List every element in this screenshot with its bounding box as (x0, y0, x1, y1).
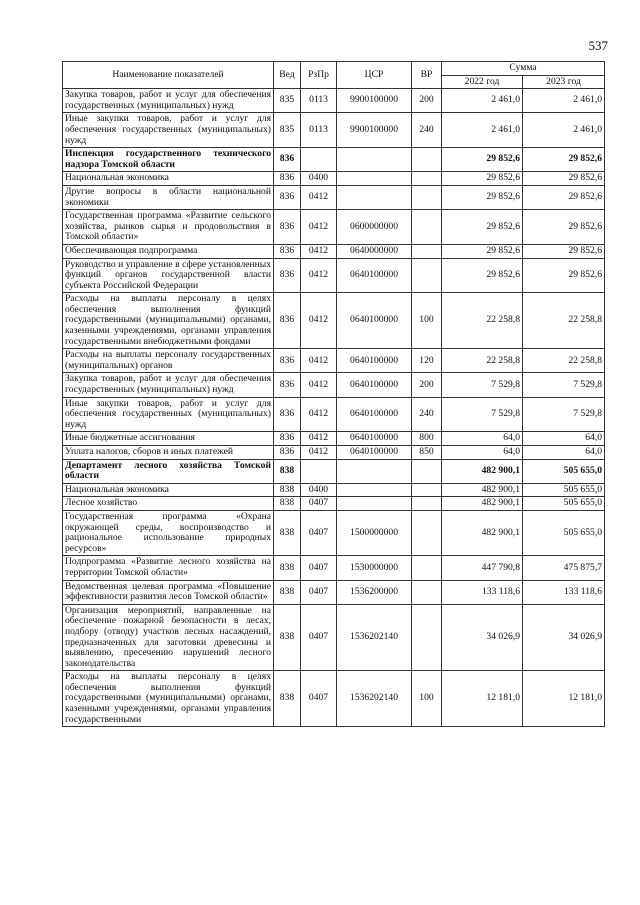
row-ved: 836 (274, 185, 301, 209)
row-name: Лесное хозяйство (63, 497, 274, 511)
row-vr (412, 148, 442, 172)
row-name: Расходы на выплаты персоналу в целях обеспечения выполнения функций государственными (муниципальными) органами, казенными учреждениями, органами управления государственными (63, 671, 274, 727)
row-amount-2022: 2 461,0 (442, 89, 523, 113)
row-rzpr: 0412 (301, 244, 337, 258)
table-row (63, 497, 605, 511)
table-row (63, 604, 605, 671)
row-vr (412, 210, 442, 245)
row-csr: 1500000000 (337, 510, 412, 555)
row-rzpr: 0407 (301, 497, 337, 511)
row-csr: 9900100000 (337, 89, 412, 113)
row-amount-2023: 29 852,6 (523, 185, 605, 209)
table-row (63, 349, 605, 373)
row-amount-2022: 12 181,0 (442, 671, 523, 727)
table-body (63, 89, 605, 727)
row-amount-2023: 133 118,6 (523, 580, 605, 604)
row-name: Расходы на выплаты персоналу государственных (муниципальных) органов (63, 349, 274, 373)
row-rzpr: 0407 (301, 671, 337, 727)
row-name: Инспекция государственного технического надзора Томской области (63, 148, 274, 172)
table-row (63, 556, 605, 580)
row-amount-2023: 505 655,0 (523, 459, 605, 483)
header-year-2023: 2023 год (523, 75, 605, 89)
row-amount-2023: 505 655,0 (523, 483, 605, 497)
row-name: Руководство и управление в сфере установленных функций органов государственной власти субъекта Российской Федерации (63, 258, 274, 293)
row-name: Государственная программа «Охрана окружающей среды, воспроизводство и рациональное использование природных ресурсов» (63, 510, 274, 555)
row-rzpr: 0113 (301, 113, 337, 148)
row-name: Иные закупки товаров, работ и услуг для обеспечения государственных (муниципальных) нужд (63, 397, 274, 432)
row-amount-2023: 29 852,6 (523, 210, 605, 245)
row-amount-2022: 7 529,8 (442, 373, 523, 397)
row-csr (337, 459, 412, 483)
row-rzpr: 0113 (301, 89, 337, 113)
row-csr: 0640100000 (337, 397, 412, 432)
row-ved: 836 (274, 258, 301, 293)
row-amount-2023: 12 181,0 (523, 671, 605, 727)
row-vr: 200 (412, 89, 442, 113)
row-vr: 100 (412, 671, 442, 727)
header-year-2022: 2022 год (442, 75, 523, 89)
row-name: Ведомственная целевая программа «Повышение эффективности развития лесов Томской области» (63, 580, 274, 604)
row-rzpr (301, 459, 337, 483)
table-row (63, 185, 605, 209)
row-csr: 0640100000 (337, 446, 412, 460)
header-name: Наименование показателей (63, 62, 274, 89)
row-ved: 836 (274, 397, 301, 432)
row-ved: 838 (274, 604, 301, 671)
table-row (63, 432, 605, 446)
row-ved: 838 (274, 556, 301, 580)
row-rzpr: 0400 (301, 483, 337, 497)
row-rzpr: 0412 (301, 210, 337, 245)
row-vr (412, 510, 442, 555)
row-rzpr: 0412 (301, 373, 337, 397)
row-vr: 100 (412, 293, 442, 349)
row-amount-2023: 2 461,0 (523, 113, 605, 148)
row-rzpr: 0407 (301, 580, 337, 604)
row-vr: 240 (412, 397, 442, 432)
row-amount-2023: 64,0 (523, 446, 605, 460)
row-amount-2023: 22 258,8 (523, 293, 605, 349)
row-ved: 836 (274, 244, 301, 258)
row-csr (337, 148, 412, 172)
table-row (63, 113, 605, 148)
row-ved: 836 (274, 210, 301, 245)
row-amount-2022: 29 852,6 (442, 148, 523, 172)
row-csr: 0640100000 (337, 373, 412, 397)
row-csr: 9900100000 (337, 113, 412, 148)
row-amount-2023: 505 655,0 (523, 510, 605, 555)
row-vr: 240 (412, 113, 442, 148)
row-csr (337, 497, 412, 511)
row-amount-2023: 34 026,9 (523, 604, 605, 671)
row-rzpr: 0412 (301, 258, 337, 293)
row-amount-2022: 34 026,9 (442, 604, 523, 671)
table-row (63, 258, 605, 293)
row-ved: 836 (274, 148, 301, 172)
row-vr (412, 172, 442, 186)
row-ved: 836 (274, 446, 301, 460)
row-amount-2022: 29 852,6 (442, 258, 523, 293)
row-rzpr: 0407 (301, 604, 337, 671)
row-amount-2023: 7 529,8 (523, 397, 605, 432)
row-amount-2022: 482 900,1 (442, 510, 523, 555)
row-vr (412, 580, 442, 604)
row-name: Национальная экономика (63, 483, 274, 497)
row-name: Закупка товаров, работ и услуг для обеспечения государственных (муниципальных) нужд (63, 89, 274, 113)
row-vr (412, 497, 442, 511)
row-amount-2022: 64,0 (442, 446, 523, 460)
header-csr: ЦСР (337, 62, 412, 89)
row-name: Обеспечивающая подпрограмма (63, 244, 274, 258)
row-csr: 0640100000 (337, 432, 412, 446)
table-row (63, 244, 605, 258)
row-csr: 0640000000 (337, 244, 412, 258)
row-amount-2022: 447 790,8 (442, 556, 523, 580)
row-ved: 838 (274, 510, 301, 555)
row-name: Подпрограмма «Развитие лесного хозяйства на территории Томской области» (63, 556, 274, 580)
row-vr: 200 (412, 373, 442, 397)
table-header (63, 62, 605, 89)
row-rzpr: 0412 (301, 397, 337, 432)
row-amount-2023: 22 258,8 (523, 349, 605, 373)
row-csr (337, 483, 412, 497)
row-rzpr: 0412 (301, 349, 337, 373)
row-name: Государственная программа «Развитие сельского хозяйства, рынков сырья и продовольствия в Томской области» (63, 210, 274, 245)
row-amount-2022: 482 900,1 (442, 497, 523, 511)
row-vr (412, 483, 442, 497)
row-amount-2022: 2 461,0 (442, 113, 523, 148)
row-csr: 1530000000 (337, 556, 412, 580)
row-rzpr: 0412 (301, 432, 337, 446)
row-name: Другие вопросы в области национальной экономики (63, 185, 274, 209)
row-ved: 836 (274, 373, 301, 397)
row-rzpr: 0407 (301, 556, 337, 580)
budget-table (62, 61, 605, 727)
header-sum: Сумма (442, 62, 605, 76)
table-row (63, 671, 605, 727)
row-vr (412, 459, 442, 483)
row-amount-2023: 7 529,8 (523, 373, 605, 397)
row-ved: 838 (274, 580, 301, 604)
row-amount-2023: 29 852,6 (523, 244, 605, 258)
row-amount-2023: 2 461,0 (523, 89, 605, 113)
row-amount-2023: 64,0 (523, 432, 605, 446)
row-ved: 838 (274, 459, 301, 483)
row-amount-2022: 22 258,8 (442, 349, 523, 373)
row-ved: 838 (274, 671, 301, 727)
table-row (63, 446, 605, 460)
table-row (63, 148, 605, 172)
row-amount-2023: 475 875,7 (523, 556, 605, 580)
row-ved: 836 (274, 172, 301, 186)
table-row (63, 89, 605, 113)
table-row (63, 293, 605, 349)
row-csr: 0640100000 (337, 349, 412, 373)
table-row (63, 459, 605, 483)
row-rzpr: 0407 (301, 510, 337, 555)
table-row (63, 580, 605, 604)
row-name: Иные бюджетные ассигнования (63, 432, 274, 446)
row-rzpr: 0412 (301, 293, 337, 349)
row-csr: 1536202140 (337, 604, 412, 671)
row-csr: 1536202140 (337, 671, 412, 727)
row-amount-2022: 29 852,6 (442, 244, 523, 258)
row-csr: 0600000000 (337, 210, 412, 245)
row-vr (412, 604, 442, 671)
row-ved: 835 (274, 89, 301, 113)
row-csr: 0640100000 (337, 293, 412, 349)
row-name: Организация мероприятий, направленные на обеспечение пожарной безопасности в лесах, подбору (отводу) участков лесных насаждений, предназначенных для заготовки древесины и выявлению, пресечению нарушений лесного законодательства (63, 604, 274, 671)
header-vr: ВР (412, 62, 442, 89)
table-row (63, 172, 605, 186)
row-name: Национальная экономика (63, 172, 274, 186)
row-ved: 836 (274, 432, 301, 446)
row-vr (412, 258, 442, 293)
page-number: 537 (588, 38, 608, 53)
row-amount-2023: 29 852,6 (523, 172, 605, 186)
row-name: Расходы на выплаты персоналу в целях обеспечения выполнения функций государственными (муниципальными) органами, казенными учреждениями, органами управления государственными внебюджетными фондами (63, 293, 274, 349)
row-name: Закупка товаров, работ и услуг для обеспечения государственных (муниципальных) нужд (63, 373, 274, 397)
row-name: Иные закупки товаров, работ и услуг для обеспечения государственных (муниципальных) нужд (63, 113, 274, 148)
row-amount-2023: 29 852,6 (523, 148, 605, 172)
table-row (63, 510, 605, 555)
row-ved: 836 (274, 349, 301, 373)
row-vr (412, 244, 442, 258)
row-csr: 1536200000 (337, 580, 412, 604)
table-row (63, 397, 605, 432)
row-csr (337, 172, 412, 186)
row-amount-2022: 22 258,8 (442, 293, 523, 349)
row-amount-2023: 29 852,6 (523, 258, 605, 293)
row-amount-2022: 29 852,6 (442, 185, 523, 209)
row-amount-2022: 64,0 (442, 432, 523, 446)
row-amount-2022: 482 900,1 (442, 459, 523, 483)
row-vr: 850 (412, 446, 442, 460)
table-row (63, 483, 605, 497)
row-ved: 838 (274, 483, 301, 497)
row-name: Департамент лесного хозяйства Томской области (63, 459, 274, 483)
row-amount-2022: 29 852,6 (442, 210, 523, 245)
row-amount-2022: 7 529,8 (442, 397, 523, 432)
row-ved: 836 (274, 293, 301, 349)
table-row (63, 210, 605, 245)
row-amount-2022: 133 118,6 (442, 580, 523, 604)
row-name: Уплата налогов, сборов и иных платежей (63, 446, 274, 460)
row-vr: 120 (412, 349, 442, 373)
row-csr: 0640100000 (337, 258, 412, 293)
header-ved: Вед (274, 62, 301, 89)
row-vr: 800 (412, 432, 442, 446)
row-ved: 835 (274, 113, 301, 148)
row-rzpr: 0400 (301, 172, 337, 186)
row-rzpr: 0412 (301, 185, 337, 209)
row-amount-2023: 505 655,0 (523, 497, 605, 511)
row-vr (412, 556, 442, 580)
row-rzpr: 0412 (301, 446, 337, 460)
header-rzpr: РзПр (301, 62, 337, 89)
row-amount-2022: 29 852,6 (442, 172, 523, 186)
row-vr (412, 185, 442, 209)
row-rzpr (301, 148, 337, 172)
table-row (63, 373, 605, 397)
row-csr (337, 185, 412, 209)
row-ved: 838 (274, 497, 301, 511)
row-amount-2022: 482 900,1 (442, 483, 523, 497)
